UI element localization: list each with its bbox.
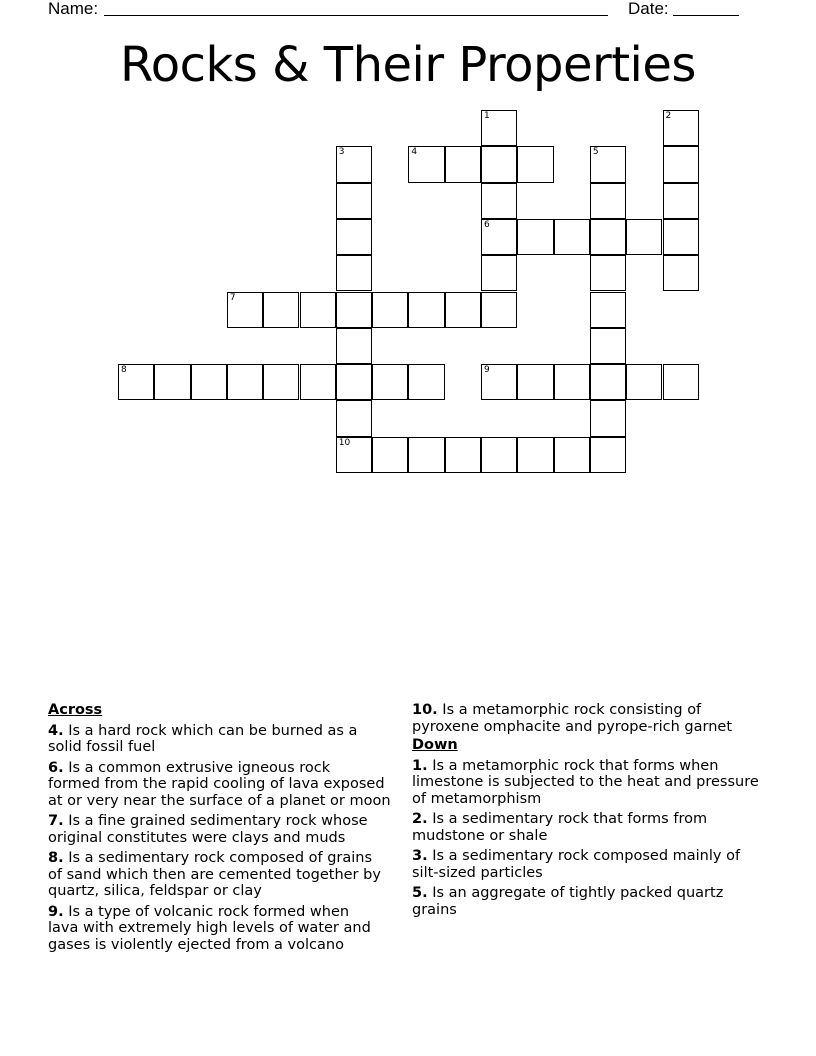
grid-cell[interactable] bbox=[481, 110, 517, 146]
grid-cell[interactable] bbox=[590, 364, 626, 400]
name-label: Name: bbox=[48, 0, 99, 18]
grid-cell[interactable] bbox=[336, 219, 372, 255]
grid-cell[interactable] bbox=[263, 292, 299, 328]
grid-cell[interactable] bbox=[663, 183, 699, 219]
clue-across-10: 10. Is a metamorphic rock consisting of pyroxene omphacite and pyrope-rich garnet bbox=[412, 702, 733, 735]
grid-cell[interactable] bbox=[118, 364, 154, 400]
grid-cell[interactable] bbox=[554, 219, 590, 255]
grid-cell[interactable] bbox=[481, 255, 517, 291]
grid-cell[interactable] bbox=[154, 364, 190, 400]
cell-number: 6 bbox=[484, 219, 490, 230]
grid-cell[interactable] bbox=[590, 328, 626, 364]
grid-cell[interactable] bbox=[481, 219, 517, 255]
grid-cell[interactable] bbox=[481, 146, 517, 182]
clue-across-7: 7. Is a fine grained sedimentary rock whose original constitutes were clays and muds bbox=[48, 813, 368, 846]
grid-cell[interactable] bbox=[300, 292, 336, 328]
clue-down-3: 3. Is a sedimentary rock composed mainly of silt-sized particles bbox=[412, 848, 741, 881]
grid-cell[interactable] bbox=[663, 110, 699, 146]
clue-across-6: 6. Is a common extrusive igneous rock formed from the rapid cooling of lava exposed at or very near the surface of a planet or moon bbox=[48, 759, 391, 809]
across-heading: Across bbox=[48, 702, 103, 718]
grid-cell[interactable] bbox=[554, 437, 590, 473]
grid-cell[interactable] bbox=[408, 146, 444, 182]
grid-cell[interactable] bbox=[408, 292, 444, 328]
grid-cell[interactable] bbox=[626, 364, 662, 400]
clue-across-4: 4. Is a hard rock which can be burned as a solid fossil fuel bbox=[48, 722, 358, 755]
grid-cell[interactable] bbox=[481, 437, 517, 473]
cell-number: 8 bbox=[121, 365, 127, 376]
grid-cell[interactable] bbox=[590, 255, 626, 291]
date-label: Date: bbox=[628, 0, 669, 18]
grid-cell[interactable] bbox=[590, 437, 626, 473]
clues-right-column bbox=[412, 702, 782, 922]
grid-cell[interactable] bbox=[408, 364, 444, 400]
grid-cell[interactable] bbox=[336, 400, 372, 436]
grid-cell[interactable] bbox=[481, 364, 517, 400]
grid-cell[interactable] bbox=[263, 364, 299, 400]
grid-cell[interactable] bbox=[517, 364, 553, 400]
grid-cell[interactable] bbox=[227, 292, 263, 328]
grid-cell[interactable] bbox=[481, 292, 517, 328]
cell-number: 1 bbox=[484, 111, 490, 121]
grid-cell[interactable] bbox=[300, 364, 336, 400]
down-heading: Down bbox=[412, 737, 458, 753]
clues-left-column bbox=[48, 702, 408, 957]
grid-cell[interactable] bbox=[336, 364, 372, 400]
grid-cell[interactable] bbox=[590, 292, 626, 328]
cell-number: 2 bbox=[665, 111, 672, 121]
grid-cell[interactable] bbox=[336, 437, 372, 473]
cell-number: 3 bbox=[338, 147, 345, 158]
grid-cell[interactable] bbox=[590, 183, 626, 219]
grid-cell[interactable] bbox=[626, 219, 662, 255]
grid-cell[interactable] bbox=[445, 292, 481, 328]
cell-number: 7 bbox=[229, 292, 236, 303]
clue-across-8: 8. Is a sedimentary rock composed of grains of sand which then are cemented together by quartz, silica, feldspar or clay bbox=[48, 850, 381, 899]
grid-cell[interactable] bbox=[372, 292, 408, 328]
grid-cell[interactable] bbox=[408, 437, 444, 473]
grid-cell[interactable] bbox=[590, 146, 626, 182]
page-title: Rocks & Their Properties bbox=[120, 37, 696, 93]
clue-down-2: 2. Is a sedimentary rock that forms from mudstone or shale bbox=[412, 811, 708, 844]
grid-cell[interactable] bbox=[336, 292, 372, 328]
grid-cell[interactable] bbox=[590, 400, 626, 436]
grid-cell[interactable] bbox=[663, 255, 699, 291]
grid-cell[interactable] bbox=[336, 255, 372, 291]
grid-cell[interactable] bbox=[445, 146, 481, 182]
grid-cell[interactable] bbox=[663, 219, 699, 255]
grid-cell[interactable] bbox=[554, 364, 590, 400]
cell-number: 10 bbox=[338, 437, 351, 448]
grid-cell[interactable] bbox=[227, 364, 263, 400]
grid-cell[interactable] bbox=[663, 364, 699, 400]
grid-cell[interactable] bbox=[336, 328, 372, 364]
clue-down-5: 5. Is an aggregate of tightly packed quartz grains bbox=[412, 885, 724, 918]
cell-number: 4 bbox=[411, 147, 418, 158]
cell-number: 9 bbox=[484, 365, 490, 376]
clue-across-9: 9. Is a type of volcanic rock formed when lava with extremely high levels of water and gases is violently ejected from a volcano bbox=[48, 903, 371, 953]
grid-cell[interactable] bbox=[517, 146, 553, 182]
grid-cell[interactable] bbox=[590, 219, 626, 255]
cell-number: 5 bbox=[592, 147, 599, 158]
grid-cell[interactable] bbox=[336, 146, 372, 182]
grid-cell[interactable] bbox=[372, 364, 408, 400]
grid-cell[interactable] bbox=[517, 219, 553, 255]
grid-cell[interactable] bbox=[372, 437, 408, 473]
grid-cell[interactable] bbox=[336, 183, 372, 219]
grid-cell[interactable] bbox=[663, 146, 699, 182]
grid-cell[interactable] bbox=[517, 437, 553, 473]
crossword-grid bbox=[0, 0, 816, 480]
grid-cell[interactable] bbox=[481, 183, 517, 219]
clue-down-1: 1. Is a metamorphic rock that forms when limestone is subjected to the heat and pressure of metamorphism bbox=[412, 757, 759, 807]
grid-cell[interactable] bbox=[191, 364, 227, 400]
grid-cell[interactable] bbox=[445, 437, 481, 473]
